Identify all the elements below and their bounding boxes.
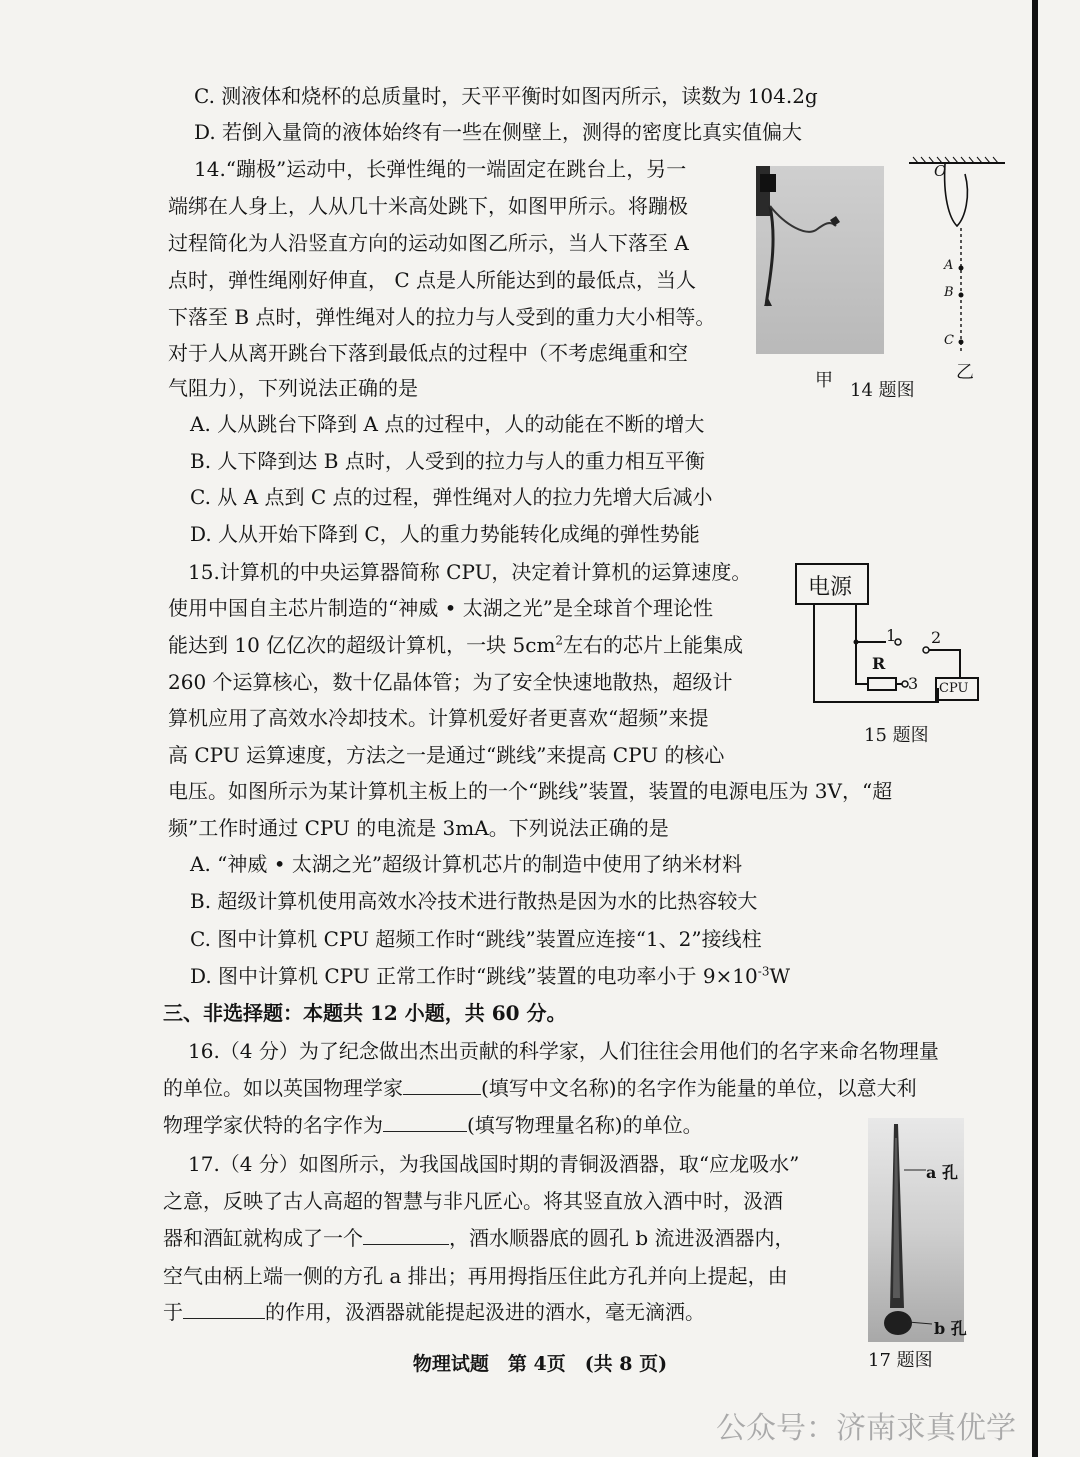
q15-stem-line-4: 260 个运算核心，数十亿晶体管；为了安全快速地散热，超级计 bbox=[168, 670, 733, 694]
page-footer: 物理试题 第 4页 (共 8 页) bbox=[412, 1353, 668, 1375]
q16-line-3: 物理学家伏特的名字作为 (填写物理量名称)的单位。 bbox=[163, 1113, 703, 1137]
q14-option-a: A. 人从跳台下降到 A 点的过程中，人的动能在不断的增大 bbox=[190, 412, 705, 436]
q15-option-b: B. 超级计算机使用高效水冷技术进行散热是因为水的比热容较大 bbox=[190, 889, 758, 913]
bronze-wine-dipper-photo bbox=[868, 1118, 964, 1342]
q14-stem-line-5: 下落至 B 点时，弹性绳对人的拉力与人受到的重力大小相等。 bbox=[168, 305, 716, 329]
power-source-label: 电源 bbox=[808, 575, 853, 600]
q14-stem-line-7: 气阻力），下列说法正确的是 bbox=[168, 376, 418, 400]
fig14-yi-label: 乙 bbox=[956, 362, 974, 383]
q16-blank-2[interactable] bbox=[383, 1111, 467, 1132]
q17-blank-2[interactable] bbox=[183, 1298, 265, 1319]
q15-option-a: A. “神威 • 太湖之光”超级计算机芯片的制造中使用了纳米材料 bbox=[190, 852, 743, 876]
q14-option-c: C. 从 A 点到 C 点的过程，弹性绳对人的拉力先增大后减小 bbox=[190, 485, 713, 509]
terminal-2-label: 2 bbox=[931, 628, 942, 647]
hole-b-label: b 孔 bbox=[934, 1319, 967, 1338]
q17-line-3: 器和酒缸就构成了一个 ，酒水顺器底的圆孔 b 流进汲酒器内， bbox=[163, 1226, 795, 1250]
page-edge-shadow bbox=[1032, 0, 1038, 1457]
q13-option-c: C. 测液体和烧杯的总质量时，天平平衡时如图丙所示，读数为 104.2g bbox=[194, 84, 818, 108]
q16-line-2: 的单位。如以英国物理学家 (填写中文名称)的名字作为能量的单位，以意大利 bbox=[163, 1076, 917, 1100]
bungee-diagram bbox=[905, 156, 1015, 378]
fig14-point-b: B bbox=[944, 285, 954, 300]
section-3-heading: 三、非选择题：本题共 12 小题，共 60 分。 bbox=[163, 1001, 567, 1025]
q14-option-d: D. 人从开始下降到 C，人的重力势能转化成绳的弹性势能 bbox=[190, 522, 700, 546]
hole-a-label: a 孔 bbox=[926, 1163, 958, 1182]
q15-option-d: D. 图中计算机 CPU 正常工作时“跳线”装置的电功率小于 $9\times 10^{-3}W$ bbox=[190, 964, 791, 988]
q15-stem-line-7: 电压。如图所示为某计算机主板上的一个“跳线”装置，装置的电源电压为 3V，“超 bbox=[168, 779, 893, 803]
q14-stem-line-2: 端绑在人身上，人从几十米高处跳下，如图甲所示。将蹦极 bbox=[168, 194, 688, 218]
q14-option-b: B. 人下降到达 B 点时，人受到的拉力与人的重力相互平衡 bbox=[190, 449, 705, 473]
cpu-label: CPU bbox=[939, 681, 969, 696]
q15-stem-line-2: 使用中国自主芯片制造的“神威 • 太湖之光”是全球首个理论性 bbox=[168, 596, 713, 620]
q13-option-d: D. 若倒入量筒的液体始终有一些在侧壁上，测得的密度比真实值偏大 bbox=[194, 120, 803, 144]
q14-stem-line-1: 14.“蹦极”运动中，长弹性绳的一端固定在跳台上，另一 bbox=[194, 157, 687, 181]
q16-line-1: 16.（4 分）为了纪念做出杰出贡献的科学家，人们往往会用他们的名字来命名物理量 bbox=[188, 1039, 939, 1063]
q14-stem-line-6: 对于人从离开跳台下落到最低点的过程中（不考虑绳重和空 bbox=[168, 341, 688, 365]
q17-blank-1[interactable] bbox=[363, 1224, 449, 1245]
terminal-1-label: 1 bbox=[886, 626, 897, 645]
q15-stem-line-1: 15.计算机的中央运算器简称 CPU，决定着计算机的运算速度。 bbox=[188, 560, 752, 584]
q15-option-c: C. 图中计算机 CPU 超频工作时“跳线”装置应连接“1、2”接线柱 bbox=[190, 927, 762, 951]
q15-stem-line-3: 能达到 10 亿亿次的超级计算机，一块 $5cm^2$左右的芯片上能集成 bbox=[168, 633, 744, 657]
q15-stem-line-8: 频”工作时通过 CPU 的电流是 3mA。下列说法正确的是 bbox=[168, 816, 669, 840]
fig14-point-o: O bbox=[934, 162, 947, 180]
q17-line-2: 之意，反映了古人高超的智慧与非凡匠心。将其竖直放入酒中时，汲酒 bbox=[163, 1189, 783, 1213]
q15-stem-line-5: 算机应用了高效水冷却技术。计算机爱好者更喜欢“超频”来提 bbox=[168, 706, 709, 730]
q16-blank-1[interactable] bbox=[403, 1074, 481, 1095]
terminal-3-label: 3 bbox=[908, 674, 919, 693]
q14-stem-line-4: 点时，弹性绳刚好伸直， C 点是人所能达到的最低点，当人 bbox=[168, 268, 697, 292]
wechat-watermark: 公众号：济南求真优学 bbox=[716, 1411, 1016, 1446]
fig14-caption: 14 题图 bbox=[850, 380, 915, 401]
bungee-photo bbox=[756, 166, 884, 354]
q15-stem-line-6: 高 CPU 运算速度，方法之一是通过“跳线”来提高 CPU 的核心 bbox=[168, 743, 725, 767]
resistor-label: R bbox=[872, 654, 886, 673]
fig14-point-a: A bbox=[944, 258, 954, 273]
q17-line-4: 空气由柄上端一侧的方孔 a 排出；再用拇指压住此方孔并向上提起，由 bbox=[163, 1264, 788, 1288]
fig15-caption: 15 题图 bbox=[864, 725, 929, 746]
fig14-jia-label: 甲 bbox=[815, 370, 833, 391]
fig17-caption: 17 题图 bbox=[868, 1350, 933, 1371]
q17-line-5: 于 的作用，汲酒器就能提起汲进的酒水，毫无滴洒。 bbox=[163, 1300, 705, 1324]
q17-line-1: 17.（4 分）如图所示，为我国战国时期的青铜汲酒器，取“应龙吸水” bbox=[188, 1152, 800, 1176]
fig14-point-c: C bbox=[944, 333, 954, 348]
q14-stem-line-3: 过程简化为人沿竖直方向的运动如图乙所示，当人下落至 A bbox=[168, 231, 689, 255]
